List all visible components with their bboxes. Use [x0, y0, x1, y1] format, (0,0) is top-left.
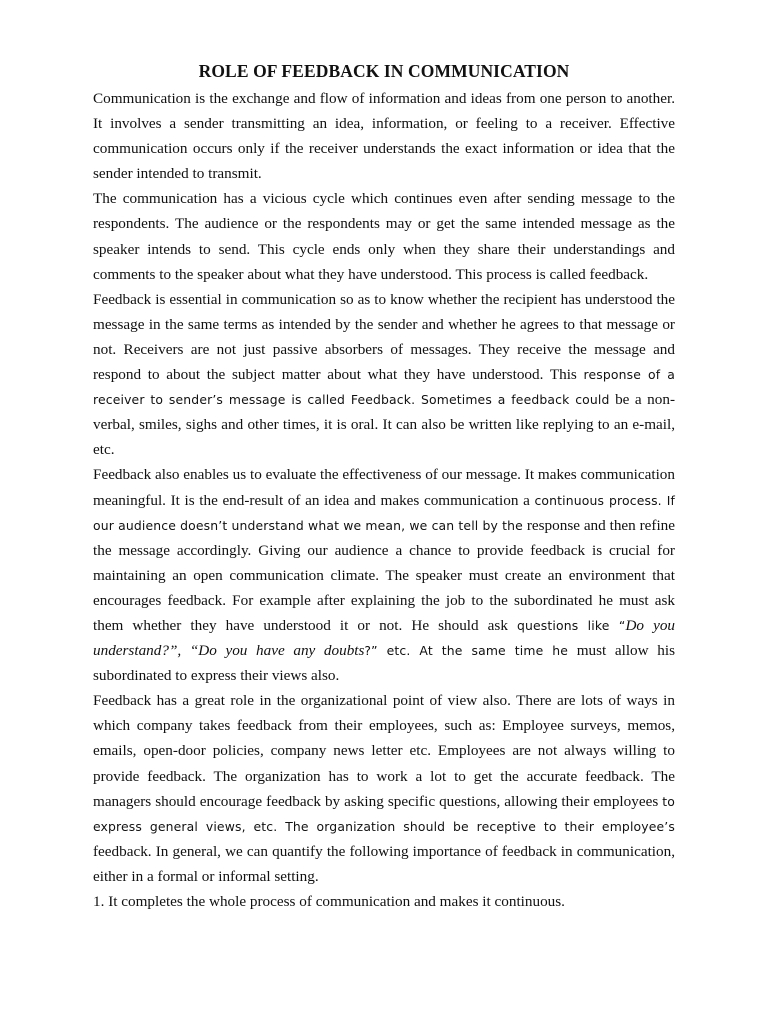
paragraph-5: [93, 688, 675, 889]
paragraph-4: [93, 462, 675, 688]
paragraph-1: Communication is the exchange and flow of information and ideas from one person to another. It involves a sender transmitting an idea, information, or feeling to a receiver. Effective communication occurs only if the receiver understands the exact information or idea that the sender intended to transmit.: [93, 90, 675, 183]
paragraph-5-text-c: feedback. In general, we can quantify the following importance of feedback in communication, either in a formal or informal setting.: [93, 842, 675, 885]
paragraph-2: The communication has a vicious cycle which continues even after sending message to the respondents. The audience or the respondents may or get the same intended message as the speaker intends to send. This cycle ends only when they share their understandings and comments to the speaker about what they have understood. This process is called feedback.: [93, 190, 675, 283]
paragraph-4-text-d: questions like “: [517, 617, 626, 633]
paragraph-5-text-a: Feedback has a great role in the organizational point of view also. There are lots of ways in which company takes feedback from their employees, such as: Employee surveys, memos, emails, open-door policies, company news letter etc. Employees are not always willing to provide feedback. The organization has to work a lot to get the accurate feedback. The managers should encourage feedback by asking specific questions, allowing their employees: [93, 692, 675, 810]
paragraph-4-text-e: ?” etc. At the same time he: [364, 643, 569, 659]
list-item-1: 1. It completes the whole process of communication and makes it continuous.: [93, 893, 565, 910]
paragraph-5-text-b: to express general views, etc. The organization should be receptive to their employee’s: [93, 793, 676, 834]
paragraph-3-text-c: be a non-verbal, smiles, sighs and other times, it is oral. It can also be written like replying to an e-mail, etc.: [93, 391, 676, 459]
paragraph-4-text-b: continuous process. If our audience doesn’t understand what we mean, we can tell by the: [93, 492, 676, 533]
paragraph-3-text-b: response of a receiver to sender’s message is called Feedback. Sometimes a feedback could: [93, 367, 675, 408]
paragraph-4-text-f: must allow his subordinated to express their views also.: [93, 642, 675, 685]
document-title: ROLE OF FEEDBACK IN COMMUNICATION: [198, 61, 570, 81]
paragraph-4-text-a: Feedback also enables us to evaluate the effectiveness of our message. It makes communication meaningful. It is the end-result of an idea and makes communication a: [93, 466, 675, 509]
paragraph-4-text-c: response and then refine the message accordingly. Giving our audience a chance to provide feedback is crucial for maintaining an open communication climate. The speaker must create an environment that encourages feedback. For example after explaining the job to the subordinated he must ask them whether they have understood it or not. He should ask: [93, 516, 676, 634]
paragraph-3: [93, 287, 675, 463]
paragraph-4-question-quote: Do you understand?”, “Do you have any doubts: [93, 616, 676, 660]
paragraph-3-text-a: Feedback is essential in communication so as to know whether the recipient has understood the message in the same terms as intended by the sender and whether he agrees to that message or not. Receivers are not just passive absorbers of messages. They receive the message and respond to about the subject matter about what they have understood. This: [93, 290, 675, 384]
